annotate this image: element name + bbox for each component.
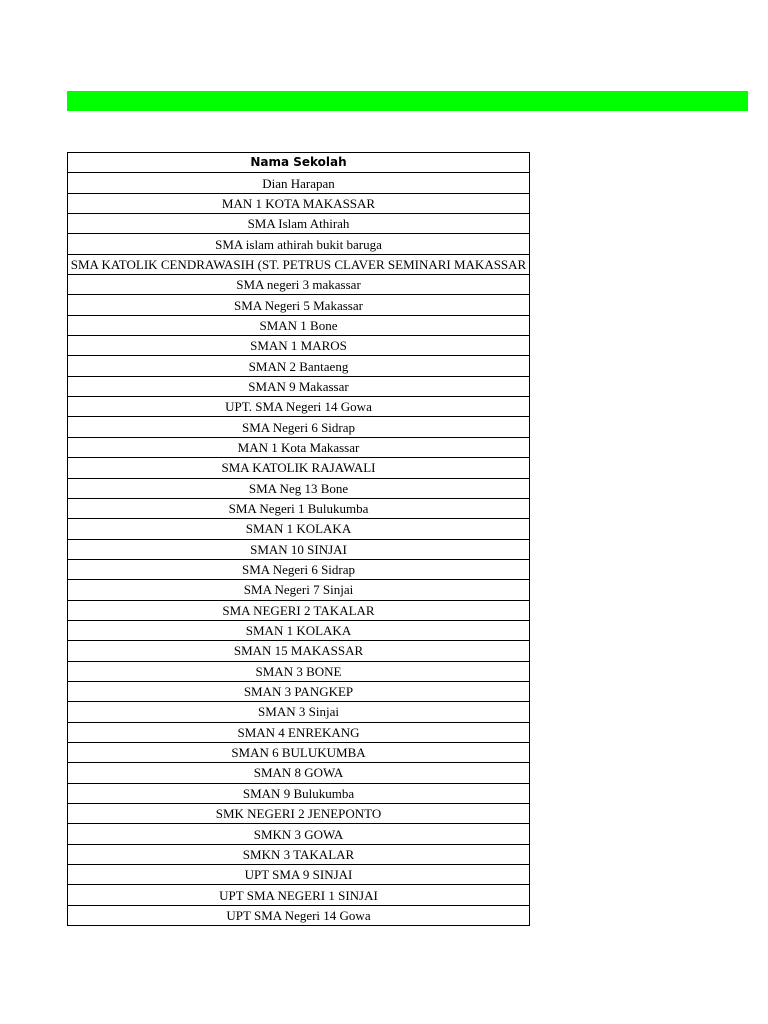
school-name-cell: MAN 1 Kota Makassar <box>68 437 530 457</box>
school-name-cell: SMA Negeri 6 Sidrap <box>68 559 530 579</box>
school-name-cell: SMAN 3 Sinjai <box>68 702 530 722</box>
school-name-cell: UPT SMA Negeri 14 Gowa <box>68 905 530 925</box>
school-name-cell: SMAN 3 BONE <box>68 661 530 681</box>
school-name-cell: SMA Neg 13 Bone <box>68 478 530 498</box>
school-name-cell: SMAN 6 BULUKUMBA <box>68 742 530 762</box>
school-name-cell: SMK NEGERI 2 JENEPONTO <box>68 804 530 824</box>
table-body <box>68 173 530 926</box>
school-name-cell: SMAN 1 KOLAKA <box>68 620 530 640</box>
table-row <box>68 681 530 701</box>
school-name-cell: SMAN 1 MAROS <box>68 336 530 356</box>
school-name-cell: SMA islam athirah bukit baruga <box>68 234 530 254</box>
school-name-cell: UPT. SMA Negeri 14 Gowa <box>68 397 530 417</box>
school-name-cell <box>68 254 530 274</box>
table-row <box>68 193 530 213</box>
table-row <box>68 214 530 234</box>
school-name-cell: SMAN 1 Bone <box>68 315 530 335</box>
table-row <box>68 804 530 824</box>
school-name-cell: SMAN 9 Makassar <box>68 376 530 396</box>
school-name-cell: SMA Islam Athirah <box>68 214 530 234</box>
school-name-cell: SMAN 1 KOLAKA <box>68 519 530 539</box>
table-row <box>68 763 530 783</box>
table-row <box>68 722 530 742</box>
school-name-cell: SMKN 3 GOWA <box>68 824 530 844</box>
column-header-nama-sekolah: Nama Sekolah <box>68 153 530 173</box>
table-row <box>68 275 530 295</box>
school-name-cell: SMAN 9 Bulukumba <box>68 783 530 803</box>
table-row <box>68 783 530 803</box>
table-row <box>68 661 530 681</box>
school-name-cell: SMAN 8 GOWA <box>68 763 530 783</box>
school-name-cell: UPT SMA NEGERI 1 SINJAI <box>68 885 530 905</box>
table-row <box>68 580 530 600</box>
table-row <box>68 234 530 254</box>
table-row <box>68 519 530 539</box>
table-row <box>68 478 530 498</box>
table-row <box>68 742 530 762</box>
table-row <box>68 173 530 193</box>
school-name-cell: SMA NEGERI 2 TAKALAR <box>68 600 530 620</box>
school-name-cell: SMA Negeri 6 Sidrap <box>68 417 530 437</box>
green-banner <box>67 91 748 111</box>
school-name-cell: SMA Negeri 7 Sinjai <box>68 580 530 600</box>
table-row <box>68 559 530 579</box>
table-row <box>68 417 530 437</box>
table-row <box>68 315 530 335</box>
table-row <box>68 336 530 356</box>
school-name-cell: SMAN 10 SINJAI <box>68 539 530 559</box>
table-row <box>68 437 530 457</box>
school-name-cell: SMA KATOLIK RAJAWALI <box>68 458 530 478</box>
school-name-cell: SMKN 3 TAKALAR <box>68 844 530 864</box>
table-row <box>68 356 530 376</box>
school-name-cell: SMA Negeri 5 Makassar <box>68 295 530 315</box>
table-row <box>68 702 530 722</box>
table-row <box>68 844 530 864</box>
table-row <box>68 376 530 396</box>
school-name-cell: SMA Negeri 1 Bulukumba <box>68 498 530 518</box>
table-row <box>68 600 530 620</box>
table-row <box>68 254 530 274</box>
table-row <box>68 905 530 925</box>
school-name-cell: Dian Harapan <box>68 173 530 193</box>
school-table <box>67 152 530 926</box>
table-row <box>68 397 530 417</box>
school-name-text-overflow: SMA KATOLIK CENDRAWASIH (ST. PETRUS CLAVER SEMINARI MAKASSAR <box>70 256 527 272</box>
school-name-cell: SMAN 4 ENREKANG <box>68 722 530 742</box>
school-name-cell: MAN 1 KOTA MAKASSAR <box>68 193 530 213</box>
school-name-cell: SMAN 2 Bantaeng <box>68 356 530 376</box>
school-name-cell: SMA negeri 3 makassar <box>68 275 530 295</box>
table-row <box>68 498 530 518</box>
table-row <box>68 641 530 661</box>
table-row <box>68 620 530 640</box>
table-row <box>68 824 530 844</box>
table-row <box>68 539 530 559</box>
table-row <box>68 295 530 315</box>
table-header-row <box>68 153 530 173</box>
school-name-cell: UPT SMA 9 SINJAI <box>68 865 530 885</box>
table-row <box>68 458 530 478</box>
school-name-cell: SMAN 3 PANGKEP <box>68 681 530 701</box>
table-row <box>68 885 530 905</box>
school-name-cell: SMAN 15 MAKASSAR <box>68 641 530 661</box>
table-row <box>68 865 530 885</box>
